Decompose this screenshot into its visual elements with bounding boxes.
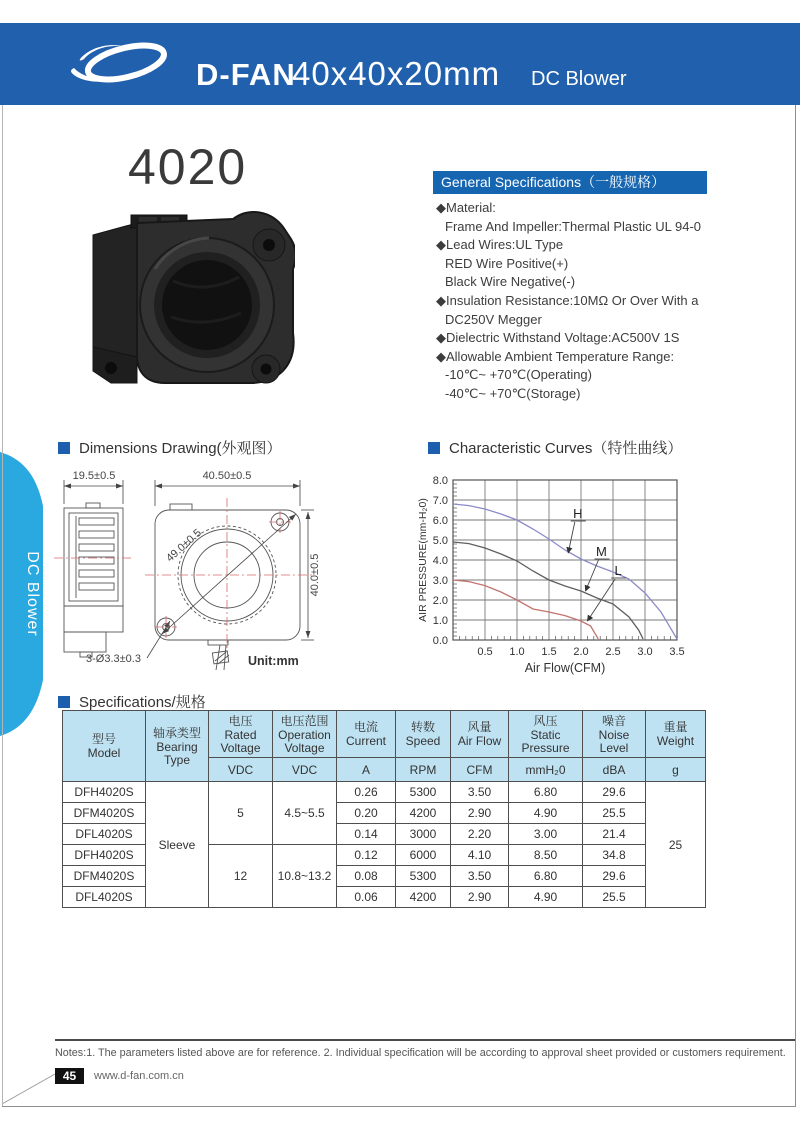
speed-cell: 4200 xyxy=(396,803,451,824)
page-right-border xyxy=(795,105,796,1107)
speed-cell: 5300 xyxy=(396,782,451,803)
svg-text:3.0: 3.0 xyxy=(637,646,653,658)
airflow-cell: 3.50 xyxy=(451,782,509,803)
current-cell: 0.12 xyxy=(337,845,396,866)
page-left-border xyxy=(2,105,3,1107)
col-header-speed xyxy=(396,711,451,758)
col-header-cn: 型号 xyxy=(91,732,116,746)
dimensions-title: Dimensions Drawing(外观图） xyxy=(79,440,282,457)
unit-rated-voltage: VDC xyxy=(209,758,273,782)
noise-cell: 34.8 xyxy=(583,845,646,866)
current-cell: 0.20 xyxy=(337,803,396,824)
col-header-noise xyxy=(583,711,646,758)
col-header-en: Bearing Type xyxy=(156,739,198,767)
speed-cell: 3000 xyxy=(396,824,451,845)
spec-line: -40℃~ +70℃(Storage) xyxy=(445,385,581,401)
brand-name: D-FAN xyxy=(196,57,296,92)
airflow-cell: 4.10 xyxy=(451,845,509,866)
spec-line: ◆Lead Wires:UL Type xyxy=(436,237,564,253)
rated-voltage-cell: 12 xyxy=(209,845,273,908)
svg-text:3.0: 3.0 xyxy=(432,575,448,587)
svg-text:1.0: 1.0 xyxy=(432,615,448,627)
weight-cell: 25 xyxy=(646,782,706,908)
characteristic-curves-chart xyxy=(416,464,796,696)
spec-line: ◆Dielectric Withstand Voltage:AC500V 1S xyxy=(436,330,680,346)
page-bottom-border xyxy=(2,1106,796,1107)
col-header-cn: 噪音 xyxy=(601,713,626,728)
airflow-cell: 3.50 xyxy=(451,866,509,887)
dim-side-width: 19.5±0.5 xyxy=(72,470,116,482)
model-cell: DFL4020S xyxy=(63,824,146,845)
svg-text:4.0: 4.0 xyxy=(432,555,448,567)
col-header-en: Noise Level xyxy=(598,727,630,755)
dim-front-width: 40.50±0.5 xyxy=(202,470,252,482)
unit-airflow: CFM xyxy=(451,758,509,782)
spec-line: DC250V Megger xyxy=(445,311,542,327)
unit-operation-voltage: VDC xyxy=(273,758,337,782)
col-header-cn: 风压 xyxy=(533,713,558,728)
operation-voltage-cell: 10.8~13.2 xyxy=(273,845,337,908)
dim-diagonal: 49.0±0.5 xyxy=(164,527,204,565)
noise-cell: 29.6 xyxy=(583,782,646,803)
svg-text:Air Flow(CFM): Air Flow(CFM) xyxy=(524,661,606,675)
model-cell: DFM4020S xyxy=(63,866,146,887)
table-row xyxy=(63,782,706,803)
specifications-table xyxy=(62,710,706,908)
pressure-cell: 6.80 xyxy=(509,866,583,887)
notes-text: Notes:1. The parameters listed above are for reference. 2. Individual specification will be according to approval sheet provided or customers requirement. xyxy=(55,1047,786,1059)
section-bullet-icon xyxy=(428,442,440,454)
col-header-airflow xyxy=(451,711,509,758)
curves-title: Characteristic Curves（特性曲线） xyxy=(449,440,683,457)
model-number: 4020 xyxy=(128,139,248,195)
sidebar-tab xyxy=(0,448,52,740)
svg-text:7.0: 7.0 xyxy=(432,495,448,507)
svg-text:2.0: 2.0 xyxy=(432,595,448,607)
general-specs-header xyxy=(433,171,707,194)
col-header-cn: 电流 xyxy=(353,720,378,734)
svg-text:1.5: 1.5 xyxy=(541,646,557,658)
svg-text:0.5: 0.5 xyxy=(477,646,493,658)
section-bullet-icon xyxy=(58,696,70,708)
spec-line: ◆Material: xyxy=(436,200,496,215)
col-header-en: Speed xyxy=(405,734,441,748)
section-specifications xyxy=(58,691,206,712)
spec-line: Frame And Impeller:Thermal Plastic UL 94-0 xyxy=(445,218,702,234)
svg-text:8.0: 8.0 xyxy=(432,475,448,487)
airflow-cell: 2.20 xyxy=(451,824,509,845)
col-header-en: Operation Voltage xyxy=(278,727,331,755)
model-cell: DFL4020S xyxy=(63,887,146,908)
col-header-cn: 电压范围 xyxy=(280,713,329,728)
speed-cell: 6000 xyxy=(396,845,451,866)
current-cell: 0.08 xyxy=(337,866,396,887)
model-cell: DFM4020S xyxy=(63,803,146,824)
unit-speed: RPM xyxy=(396,758,451,782)
operation-voltage-cell: 4.5~5.5 xyxy=(273,782,337,845)
noise-cell: 29.6 xyxy=(583,866,646,887)
spec-table-title: Specifications/规格 xyxy=(79,694,206,711)
pressure-cell: 4.90 xyxy=(509,887,583,908)
col-header-cn: 风量 xyxy=(467,720,492,734)
noise-cell: 21.4 xyxy=(583,824,646,845)
unit-noise: dBA xyxy=(583,758,646,782)
spec-line: -10℃~ +70℃(Operating) xyxy=(445,367,592,383)
dim-holes: 3-Ø3.3±0.3 xyxy=(86,653,141,665)
product-type-label: DC Blower xyxy=(531,68,627,90)
dim-front-height: 40.0±0.5 xyxy=(309,553,321,597)
svg-text:3.5: 3.5 xyxy=(669,646,685,658)
website-url: www.d-fan.com.cn xyxy=(94,1070,184,1082)
spec-line: Black Wire Negative(-) xyxy=(445,274,576,290)
unit-pressure: mmH₂0 xyxy=(509,758,583,782)
col-header-weight xyxy=(646,711,706,758)
col-header-operation-voltage xyxy=(273,711,337,758)
unit-label: Unit:mm xyxy=(248,654,299,668)
page-size-title: 40x40x20mm xyxy=(292,55,501,92)
section-bullet-icon xyxy=(58,442,70,454)
pressure-cell: 4.90 xyxy=(509,803,583,824)
col-header-cn: 转数 xyxy=(410,720,435,734)
col-header-en: Rated Voltage xyxy=(220,727,261,755)
model-cell: DFH4020S xyxy=(63,845,146,866)
col-header-en: Air Flow xyxy=(457,734,502,748)
model-cell: DFH4020S xyxy=(63,782,146,803)
page-number-badge: 45 xyxy=(55,1068,84,1084)
section-dimensions xyxy=(58,437,282,458)
svg-text:H: H xyxy=(573,506,583,521)
col-header-cn: 轴承类型 xyxy=(152,725,201,740)
col-header-pressure xyxy=(509,711,583,758)
svg-text:AIR PRESSURE(mm-H₂0): AIR PRESSURE(mm-H₂0) xyxy=(417,498,429,622)
col-header-cn: 电压 xyxy=(228,713,253,728)
svg-text:5.0: 5.0 xyxy=(432,535,448,547)
spec-line: ◆Insulation Resistance:10MΩ Or Over With a xyxy=(436,292,699,308)
col-header-current xyxy=(337,711,396,758)
pressure-cell: 8.50 xyxy=(509,845,583,866)
col-header-en: Weight xyxy=(656,734,695,748)
unit-current: A xyxy=(337,758,396,782)
col-header-en: Static Pressure xyxy=(521,727,570,755)
svg-text:6.0: 6.0 xyxy=(432,515,448,527)
general-specs-list xyxy=(436,199,701,404)
col-header-rated-voltage xyxy=(209,711,273,758)
svg-text:L: L xyxy=(614,563,622,578)
pressure-cell: 3.00 xyxy=(509,824,583,845)
unit-weight: g xyxy=(646,758,706,782)
col-header-cn: 重量 xyxy=(663,720,688,734)
col-header-en: Current xyxy=(345,734,386,748)
noise-cell: 25.5 xyxy=(583,803,646,824)
current-cell: 0.26 xyxy=(337,782,396,803)
col-header-bearing xyxy=(146,711,209,782)
header-banner xyxy=(0,23,800,105)
svg-text:2.5: 2.5 xyxy=(605,646,621,658)
corner-decorative-line xyxy=(0,1066,60,1108)
dimensions-drawing xyxy=(50,458,420,688)
current-cell: 0.14 xyxy=(337,824,396,845)
speed-cell: 5300 xyxy=(396,866,451,887)
svg-text:M: M xyxy=(596,544,607,559)
product-photo-blower xyxy=(85,205,295,395)
spec-line: RED Wire Positive(+) xyxy=(445,255,569,271)
airflow-cell: 2.90 xyxy=(451,887,509,908)
general-specs-title: General Specifications（一般规格） xyxy=(441,174,666,190)
sidebar-label: DC Blower xyxy=(24,551,41,637)
noise-cell: 25.5 xyxy=(583,887,646,908)
section-curves xyxy=(428,437,682,458)
col-header-model xyxy=(63,711,146,782)
brand-logo-icon xyxy=(64,37,192,89)
col-header-en: Model xyxy=(87,746,121,760)
svg-text:2.0: 2.0 xyxy=(573,646,589,658)
notes-divider xyxy=(55,1039,796,1041)
pressure-cell: 6.80 xyxy=(509,782,583,803)
svg-text:1.0: 1.0 xyxy=(509,646,525,658)
airflow-cell: 2.90 xyxy=(451,803,509,824)
spec-line: ◆Allowable Ambient Temperature Range: xyxy=(436,348,675,364)
bearing-cell: Sleeve xyxy=(146,782,209,908)
current-cell: 0.06 xyxy=(337,887,396,908)
speed-cell: 4200 xyxy=(396,887,451,908)
rated-voltage-cell: 5 xyxy=(209,782,273,845)
svg-text:0.0: 0.0 xyxy=(432,635,448,647)
